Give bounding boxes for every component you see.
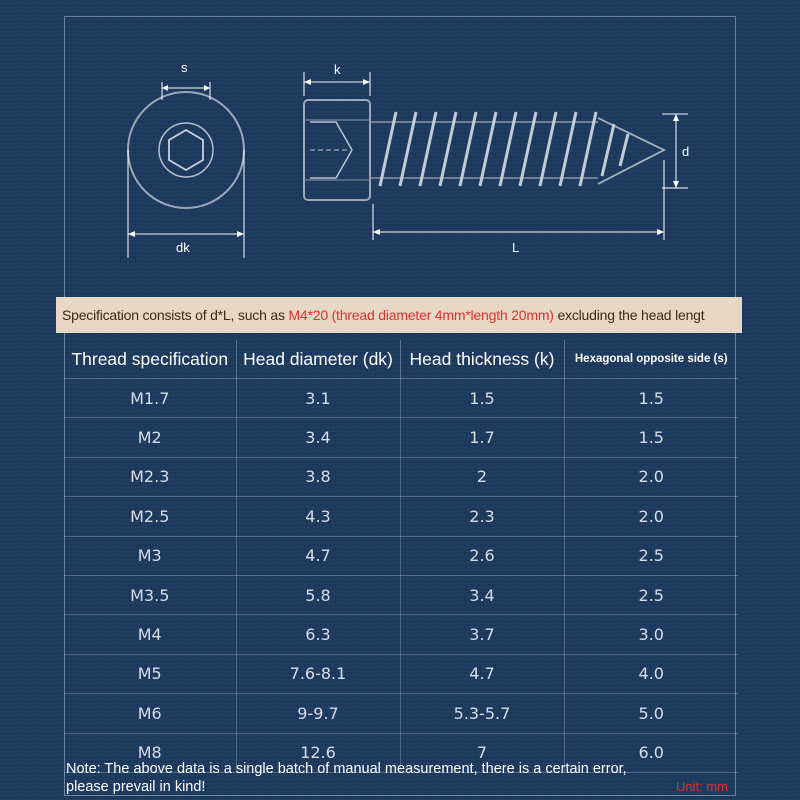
unit-label: Unit: mm — [676, 779, 728, 794]
cell-s: 2.0 — [564, 497, 738, 536]
cell-thread: M3.5 — [64, 575, 236, 614]
cell-dk: 5.8 — [236, 575, 400, 614]
cell-thread: M6 — [64, 694, 236, 733]
cell-dk: 9-9.7 — [236, 694, 400, 733]
cell-s: 2.0 — [564, 457, 738, 496]
header-hex-side: Hexagonal opposite side (s) — [564, 340, 738, 379]
cell-s: 1.5 — [564, 379, 738, 418]
cell-dk: 3.4 — [236, 418, 400, 457]
spec-banner — [56, 297, 742, 333]
header-thread-spec: Thread specification — [64, 340, 236, 379]
cell-k: 4.7 — [400, 654, 564, 693]
table-row — [64, 694, 738, 733]
label-k: k — [334, 62, 341, 77]
note-line-1: Note: The above data is a single batch of manual measurement, there is a certain error, — [66, 761, 627, 777]
table-header-row — [64, 340, 738, 379]
table-row — [64, 497, 738, 536]
cell-dk: 12.6 — [236, 733, 400, 772]
table-row — [64, 418, 738, 457]
table-row — [64, 615, 738, 654]
cell-s: 4.0 — [564, 654, 738, 693]
header-head-diameter: Head diameter (dk) — [236, 340, 400, 379]
screw-side-view-icon — [304, 100, 664, 200]
screw-diagram — [0, 0, 800, 296]
cell-k: 2.3 — [400, 497, 564, 536]
screw-head-top-view-icon — [128, 92, 244, 208]
cell-dk: 3.8 — [236, 457, 400, 496]
cell-thread: M5 — [64, 654, 236, 693]
cell-k: 5.3-5.7 — [400, 694, 564, 733]
cell-dk: 4.7 — [236, 536, 400, 575]
cell-thread: M2.5 — [64, 497, 236, 536]
label-s: s — [181, 60, 188, 75]
banner-suffix: excluding the head lengt — [553, 307, 705, 323]
cell-thread: M2 — [64, 418, 236, 457]
cell-dk: 6.3 — [236, 615, 400, 654]
table-row — [64, 536, 738, 575]
cell-thread: M3 — [64, 536, 236, 575]
banner-highlight: M4*20 (thread diameter 4mm*length 20mm) — [288, 307, 554, 323]
cell-dk: 3.1 — [236, 379, 400, 418]
cell-thread: M8 — [64, 733, 236, 772]
cell-thread: M4 — [64, 615, 236, 654]
cell-s: 5.0 — [564, 694, 738, 733]
table-row — [64, 379, 738, 418]
label-dk: dk — [176, 240, 190, 255]
table-row — [64, 654, 738, 693]
banner-prefix: Specification consists of d*L, such as — [62, 307, 289, 323]
cell-k: 3.4 — [400, 575, 564, 614]
cell-thread: M2.3 — [64, 457, 236, 496]
cell-k: 2.6 — [400, 536, 564, 575]
cell-dk: 7.6-8.1 — [236, 654, 400, 693]
cell-k: 1.7 — [400, 418, 564, 457]
cell-thread: M1.7 — [64, 379, 236, 418]
cell-s: 2.5 — [564, 536, 738, 575]
table-row — [64, 575, 738, 614]
cell-s: 3.0 — [564, 615, 738, 654]
cell-s: 1.5 — [564, 418, 738, 457]
label-d: d — [682, 144, 690, 159]
label-L: L — [512, 240, 520, 255]
cell-dk: 4.3 — [236, 497, 400, 536]
cell-s: 2.5 — [564, 575, 738, 614]
measurement-note — [66, 760, 736, 798]
header-head-thickness: Head thickness (k) — [400, 340, 564, 379]
cell-k: 1.5 — [400, 379, 564, 418]
cell-k: 2 — [400, 457, 564, 496]
cell-k: 3.7 — [400, 615, 564, 654]
cell-s: 6.0 — [564, 733, 738, 772]
note-line-2: please prevail in kind! — [66, 779, 206, 795]
spec-table — [64, 340, 738, 773]
cell-k: 7 — [400, 733, 564, 772]
table-row — [64, 457, 738, 496]
